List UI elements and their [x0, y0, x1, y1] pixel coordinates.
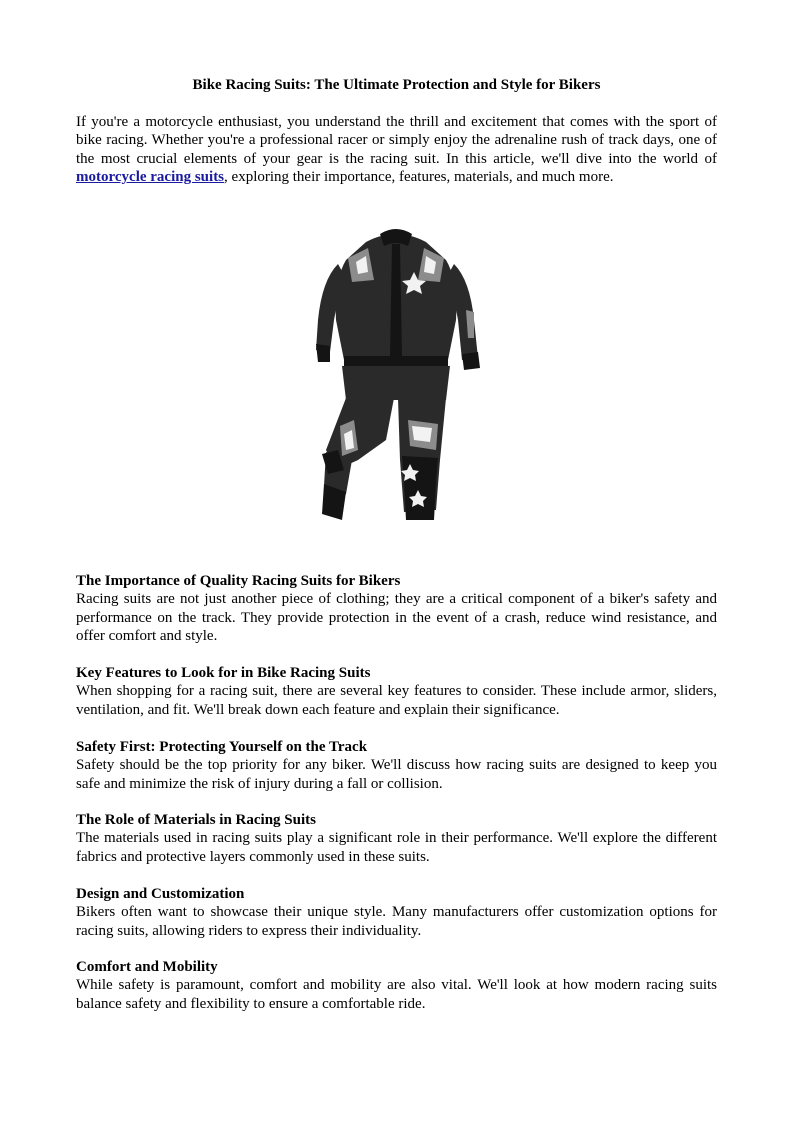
section-body: Safety should be the top priority for any biker. We'll discuss how racing suits are designed to keep you safe and minimize the risk of injury during a fall or collision.	[76, 757, 717, 792]
section-heading: Safety First: Protecting Yourself on the Track	[76, 739, 368, 755]
intro-text-before: If you're a motorcycle enthusiast, you understand the thrill and excitement that comes with the sport of bike racing. Whether you're a professional racer or simply enjoy the adrenaline rush of track days, one of the most crucial elements of your gear is the racing suit. In this article, we'll dive into the world of	[76, 114, 717, 167]
section-comfort	[76, 958, 717, 1013]
intro-paragraph	[76, 113, 717, 187]
racing-suit-image	[296, 220, 496, 550]
section-importance	[76, 572, 717, 646]
section-heading: The Role of Materials in Racing Suits	[76, 812, 316, 828]
section-body: The materials used in racing suits play a significant role in their performance. We'll explore the different fabrics and protective layers commonly used in these suits.	[76, 830, 717, 865]
section-body: While safety is paramount, comfort and mobility are also vital. We'll look at how modern racing suits balance safety and flexibility to ensure a comfortable ride.	[76, 977, 717, 1012]
section-safety	[76, 738, 717, 793]
section-body: Racing suits are not just another piece of clothing; they are a critical component of a biker's safety and performance on the track. They provide protection in the event of a crash, reduce wind resistance, and offer comfort and style.	[76, 591, 717, 645]
section-heading: The Importance of Quality Racing Suits for Bikers	[76, 573, 401, 589]
section-materials	[76, 811, 717, 866]
section-heading: Design and Customization	[76, 886, 245, 902]
section-body: Bikers often want to showcase their unique style. Many manufacturers offer customization options for racing suits, allowing riders to express their individuality.	[76, 904, 717, 939]
section-heading: Key Features to Look for in Bike Racing Suits	[76, 665, 371, 681]
section-key-features	[76, 664, 717, 719]
section-design	[76, 885, 717, 940]
page-title: Bike Racing Suits: The Ultimate Protection and Style for Bikers	[192, 77, 601, 93]
intro-text-after: , exploring their importance, features, materials, and much more.	[224, 169, 614, 186]
motorcycle-racing-suits-link[interactable]: motorcycle racing suits	[76, 169, 225, 186]
section-heading: Comfort and Mobility	[76, 959, 218, 975]
racing-suit-illustration-icon	[296, 220, 496, 550]
section-body: When shopping for a racing suit, there are several key features to consider. These include armor, sliders, ventilation, and fit. We'll break down each feature and explain their significance.	[76, 683, 717, 718]
